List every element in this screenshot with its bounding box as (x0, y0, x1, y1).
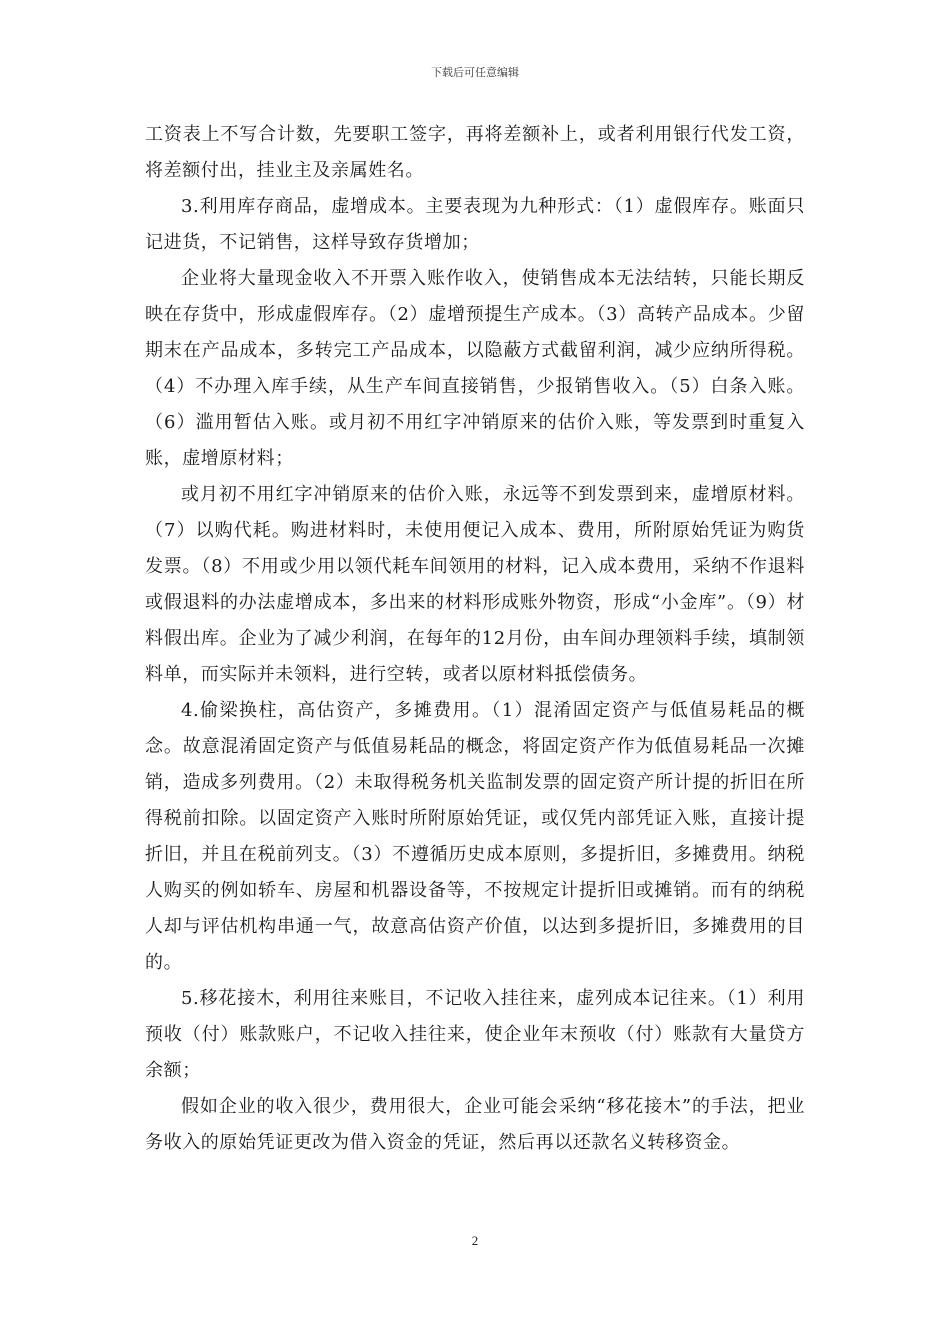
page-number: 2 (471, 1233, 479, 1248)
paragraph-4: 或月初不用红字冲销原来的估价入账，永远等不到发票到来，虚增原材料。（7）以购代耗。购进材料时，未使用便记入成本、费用，所附原始凭证为购货发票。（8）不用或少用以领代耗车间领用的材料，记入成本费用，采纳不作退料或假退料的办法虚增成本，多出来的材料形成账外物资，形成“小金库”。（9）材料假出库。企业为了减少利润，在每年的12月份，由车间办理领料手续，填制领料单，而实际并未领料，进行空转，或者以原材料抵偿债务。 (145, 484, 805, 685)
paragraph-6: 5.移花接木，利用往来账目，不记收入挂往来，虚列成本记往来。（1）利用预收（付）账款账户，不记收入挂往来，使企业年末预收（付）账款有大量贷方余额； (145, 988, 805, 1081)
paragraph-5: 4.偷梁换柱，高估资产，多摊费用。（1）混淆固定资产与低值易耗品的概念。故意混淆固定资产与低值易耗品的概念，将固定资产作为低值易耗品一次摊销，造成多列费用。（2）未取得税务机关监制发票的固定资产所计提的折旧在所得税前扣除。以固定资产入账时所附原始凭证，或仅凭内部凭证入账，直接计提折旧，并且在税前列支。（3）不遵循历史成本原则，多提折旧，多摊费用。纳税人购买的例如轿车、房屋和机器设备等，不按规定计提折旧或摊销。而有的纳税人却与评估机构串通一气，故意高估资产价值，以达到多提折旧，多摊费用的目的。 (145, 700, 805, 973)
paragraph-3: 企业将大量现金收入不开票入账作收入，使销售成本无法结转，只能长期反映在存货中，形成虚假库存。（2）虚增预提生产成本。（3）高转产品成本。少留期末在产品成本，多转完工产品成本，以隐蔽方式截留利润，减少应纳所得税。（4）不办理入库手续，从生产车间直接销售，少报销售收入。（5）白条入账。（6）滥用暂估入账。或月初不用红字冲销原来的估价入账，等发票到时重复入账，虚增原材料； (145, 268, 805, 469)
paragraph-1: 工资表上不写合计数，先要职工签字，再将差额补上，或者利用银行代发工资，将差额付出，挂业主及亲属姓名。 (145, 124, 805, 181)
paragraph-7: 假如企业的收入很少，费用很大，企业可能会采纳“移花接木”的手法，把业务收入的原始凭证更改为借入资金的凭证，然后再以还款名义转移资金。 (145, 1096, 805, 1153)
paragraph-2: 3.利用库存商品，虚增成本。主要表现为九种形式：（1）虚假库存。账面只记进货，不记销售，这样导致存货增加； (145, 196, 805, 253)
page-header: 下载后可任意编辑 (431, 66, 519, 79)
document-body (145, 117, 805, 1161)
